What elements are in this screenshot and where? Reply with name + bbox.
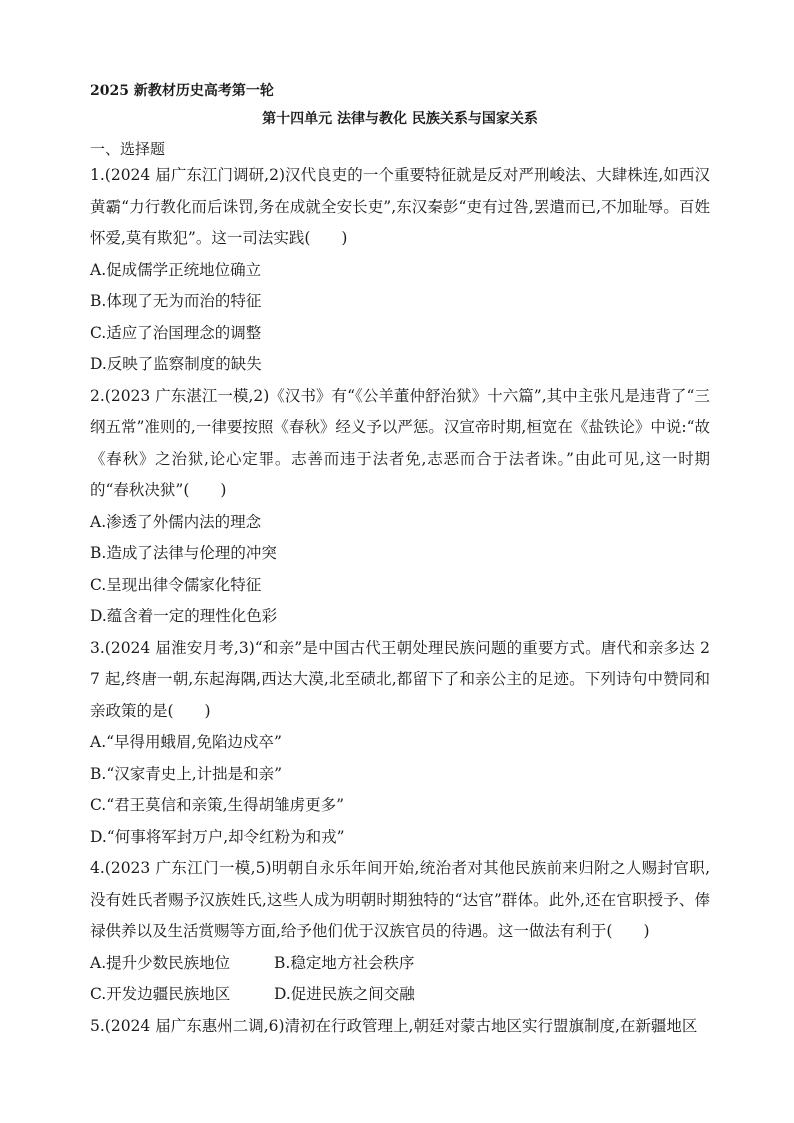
document-page bbox=[90, 80, 710, 1042]
section-title: 一、选择题 bbox=[90, 140, 166, 158]
question-1 bbox=[90, 160, 710, 381]
option-d: D.促进民族之间交融 bbox=[274, 985, 415, 1003]
document-title: 2025 新教材历史高考第一轮 bbox=[90, 83, 274, 99]
option-b: B.造成了法律与伦理的冲突 bbox=[90, 544, 277, 562]
question-5 bbox=[90, 1011, 710, 1043]
option-b: B.“汉家青史上,计拙是和亲” bbox=[90, 764, 283, 783]
question-3 bbox=[90, 633, 710, 854]
option-a: A.渗透了外儒内法的理念 bbox=[90, 512, 262, 531]
option-row bbox=[90, 948, 710, 980]
option-d: D.反映了监察制度的缺失 bbox=[90, 355, 262, 373]
option-a: A.促成儒学正统地位确立 bbox=[90, 260, 262, 279]
question-4 bbox=[90, 853, 710, 1011]
unit-title: 第十四单元 法律与教化 民族关系与国家关系 bbox=[262, 111, 538, 127]
option-c: C.“君王莫信和亲策,生得胡雏虏更多” bbox=[90, 796, 345, 814]
option-c: C.适应了治国理念的调整 bbox=[90, 323, 262, 342]
option-c: C.呈现出律令儒家化特征 bbox=[90, 575, 262, 594]
option-a: A.提升少数民族地位 bbox=[90, 953, 231, 972]
question-stem: 4.(2023 广东江门一模,5)明朝自永乐年间开始,统治者对其他民族前来归附之人赐封官职,没有姓氏者赐予汉族姓氏,这些人成为明朝时期独特的“达官”群体。此外,还在官职授予、俸禄供养以及生活赏赐等方面,给予他们优于汉族官员的待遇。这一做法有利于( ) bbox=[90, 859, 710, 940]
option-b: B.稳定地方社会秩序 bbox=[274, 953, 415, 972]
option-a: A.“早得用蛾眉,免陷边戍卒” bbox=[90, 733, 282, 751]
question-stem: 2.(2023 广东湛江一模,2)《汉书》有“《公羊董仲舒治狱》十六篇”,其中主张凡是违背了“三纲五常”准则的,一律要按照《春秋》经义予以严惩。汉宣帝时期,桓宽在《盐铁论》中说:“故《春秋》之治狱,论心定罪。志善而违于法者免,志恶而合于法者诛。”由此可见,这一时期的“春秋决狱”( ) bbox=[90, 386, 710, 499]
question-2 bbox=[90, 381, 710, 633]
option-b: B.体现了无为而治的特征 bbox=[90, 292, 262, 310]
option-d: D.蕴含着一定的理性化色彩 bbox=[90, 607, 278, 625]
question-stem: 1.(2024 届广东江门调研,2)汉代良吏的一个重要特征就是反对严刑峻法、大肆株连,如西汉黄霸“力行教化而后诛罚,务在成就全安长吏”,东汉秦彭“吏有过咎,罢遣而已,不加耻辱。百姓怀爱,莫有欺犯”。这一司法实践( ) bbox=[90, 166, 710, 247]
question-stem: 5.(2024 届广东惠州二调,6)清初在行政管理上,朝廷对蒙古地区实行盟旗制度,在新疆地区 bbox=[90, 1016, 698, 1035]
option-d: D.“何事将军封万户,却令红粉为和戎” bbox=[90, 827, 345, 846]
option-c: C.开发边疆民族地区 bbox=[90, 985, 231, 1003]
question-stem: 3.(2024 届淮安月考,3)“和亲”是中国古代王朝处理民族问题的重要方式。唐代和亲多达 27 起,终唐一朝,东起海隅,西达大漠,北至碛北,都留下了和亲公主的足迹。下列诗句中赞同和亲政策的是( ) bbox=[90, 638, 710, 720]
option-row bbox=[90, 979, 710, 1011]
